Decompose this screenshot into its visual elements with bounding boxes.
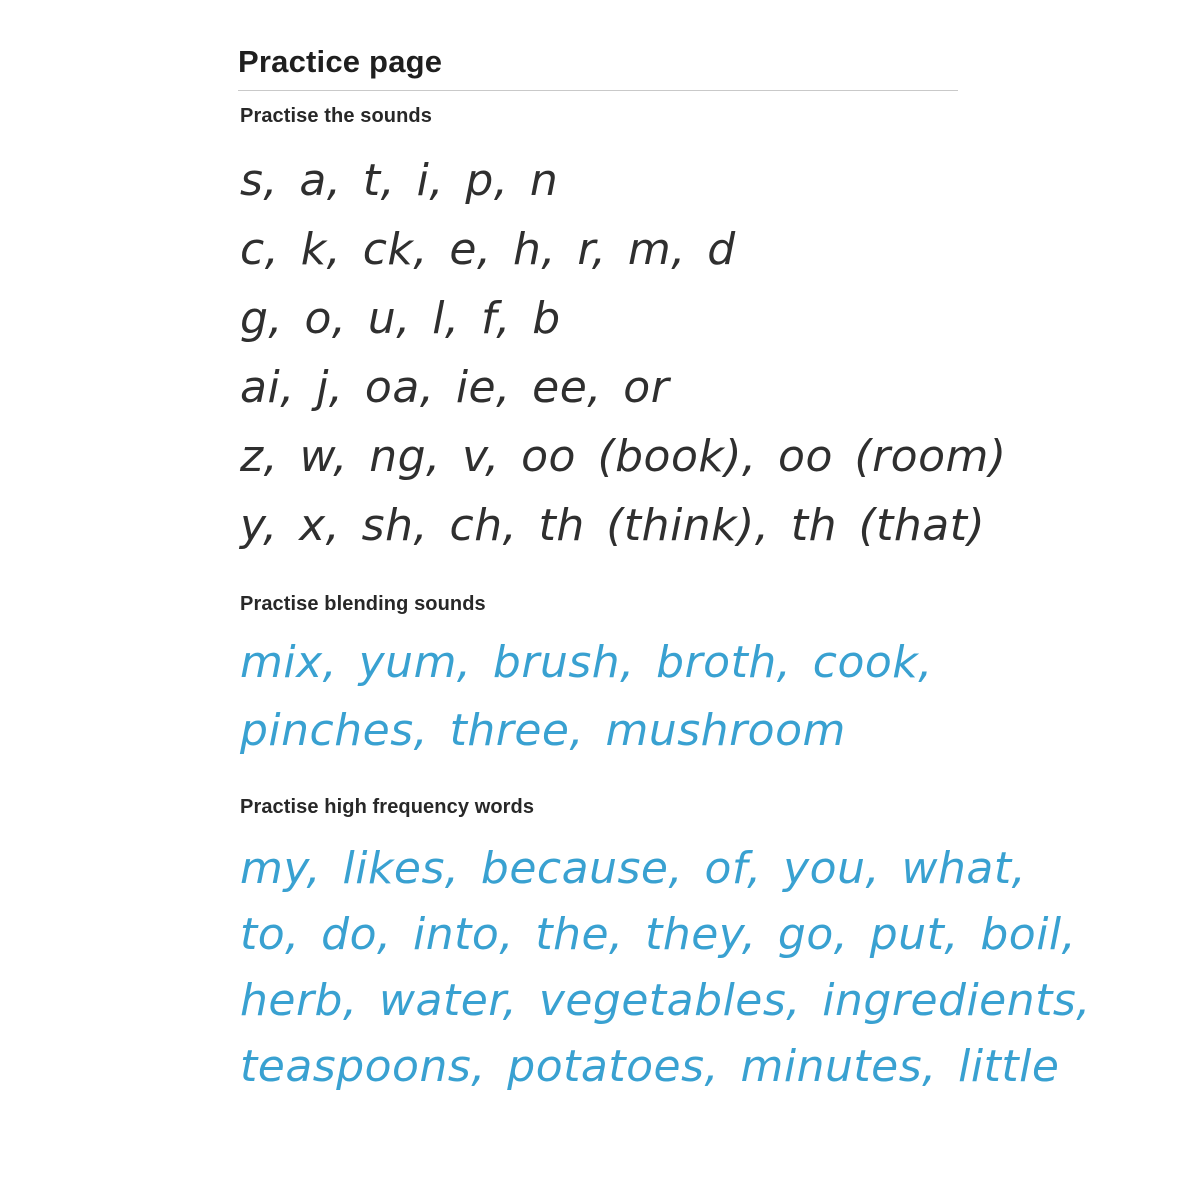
hfw-line: to, do, into, the, they, go, put, boil, — [240, 909, 1077, 960]
section-label-blending: Practise blending sounds — [240, 593, 486, 615]
high-frequency-words-block — [240, 836, 1091, 1100]
blending-words-block — [240, 629, 933, 765]
sounds-line: c, k, ck, e, h, r, m, d — [240, 224, 736, 275]
sounds-line: g, o, u, l, f, b — [240, 293, 561, 344]
title-divider — [238, 90, 958, 91]
section-label-sounds: Practise the sounds — [240, 105, 432, 127]
blending-line: pinches, three, mushroom — [240, 705, 846, 756]
sounds-line: s, a, t, i, p, n — [240, 155, 559, 206]
sounds-line: z, w, ng, v, oo (book), oo (room) — [240, 431, 1007, 482]
blending-line: mix, yum, brush, broth, cook, — [240, 637, 933, 688]
sounds-block — [240, 146, 1007, 560]
hfw-line: herb, water, vegetables, ingredients, — [240, 975, 1091, 1026]
hfw-line: my, likes, because, of, you, what, — [240, 843, 1027, 894]
section-label-high-frequency: Practise high frequency words — [240, 796, 535, 818]
hfw-line: teaspoons, potatoes, minutes, little — [240, 1041, 1060, 1092]
sounds-line: y, x, sh, ch, th (think), th (that) — [240, 500, 986, 551]
page-title: Practice page — [238, 44, 443, 79]
sounds-line: ai, j, oa, ie, ee, or — [240, 362, 670, 413]
